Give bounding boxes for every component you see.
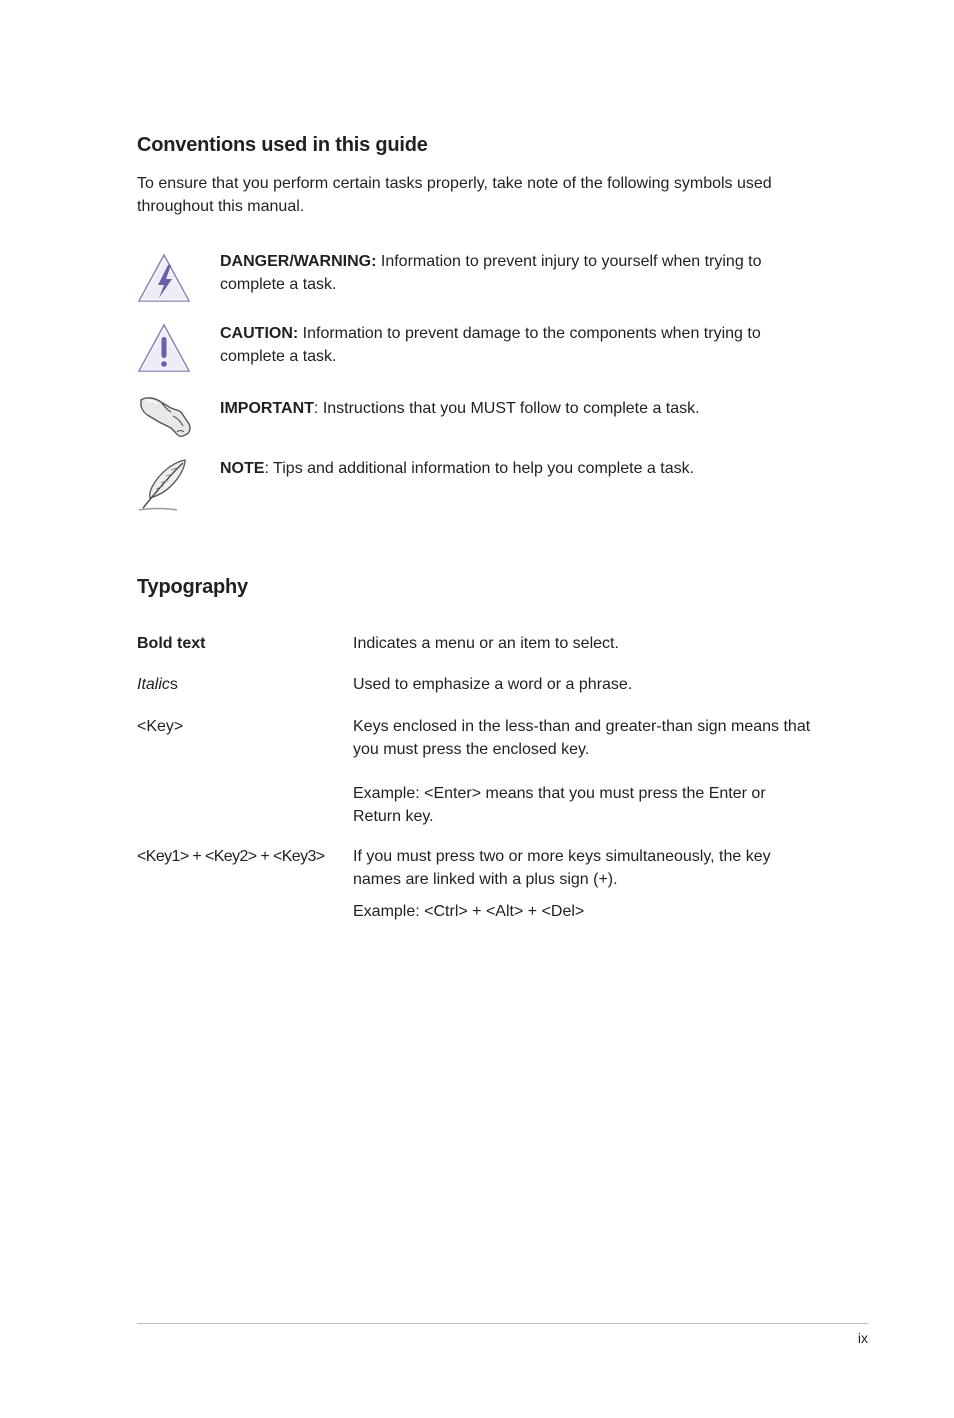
typography-term: Bold text [137,635,206,652]
typography-term: <Key1> + <Key2> + <Key3> [137,848,325,865]
section-title-conventions: Conventions used in this guide [137,134,428,156]
typography-desc-example: Example: <Enter> means that you must press the Enter or Return key. [353,785,766,825]
notice-danger-warning-text [220,251,810,296]
typography-desc [353,633,813,656]
typography-desc [353,716,813,828]
typography-desc [353,674,813,697]
typography-desc-line: Keys enclosed in the less-than and greater-than sign means that you must press the enclosed key. [353,718,811,758]
notice-label: DANGER/WARNING: [220,253,377,270]
notice-body: Information to prevent damage to the components when trying to complete a task. [220,325,761,365]
typography-desc-example: Example: <Ctrl> + <Alt> + <Del> [353,903,585,920]
notice-body: : Tips and additional information to help you complete a task. [264,460,695,477]
notice-caution [137,323,817,383]
notice-note-text [220,458,810,481]
typography-term-suffix: s [169,676,178,693]
notice-label: NOTE [220,460,265,477]
notice-important [137,398,817,458]
notice-label: CAUTION: [220,325,299,342]
danger-warning-icon [137,251,195,309]
typography-desc-line: Indicates a menu or an item to select. [353,635,619,652]
typography-term: <Key> [137,718,184,735]
typography-desc-line: Used to emphasize a word or a phrase. [353,676,633,693]
notice-important-text [220,398,810,421]
page-number: ix [857,1330,868,1346]
notice-body: : Instructions that you MUST follow to complete a task. [313,400,700,417]
typography-desc-line: If you must press two or more keys simultaneously, the key names are linked with a plus sign (+). [353,848,771,888]
conventions-intro: To ensure that you perform certain tasks properly, take note of the following symbols used throughout this manual. [137,175,772,215]
important-hand-icon [137,394,195,452]
typography-desc [353,846,813,924]
notice-caution-text [220,323,810,368]
section-title-typography: Typography [137,576,248,598]
footer-divider [137,1323,868,1324]
notice-label: IMPORTANT [220,400,314,417]
typography-term [137,674,347,697]
notice-note [137,458,817,518]
typography-term-italic: Italic [137,676,170,693]
notice-body: Information to prevent injury to yourself when trying to complete a task. [220,253,762,293]
note-feather-icon [137,458,195,516]
notice-danger-warning [137,251,817,311]
caution-icon [137,323,195,381]
